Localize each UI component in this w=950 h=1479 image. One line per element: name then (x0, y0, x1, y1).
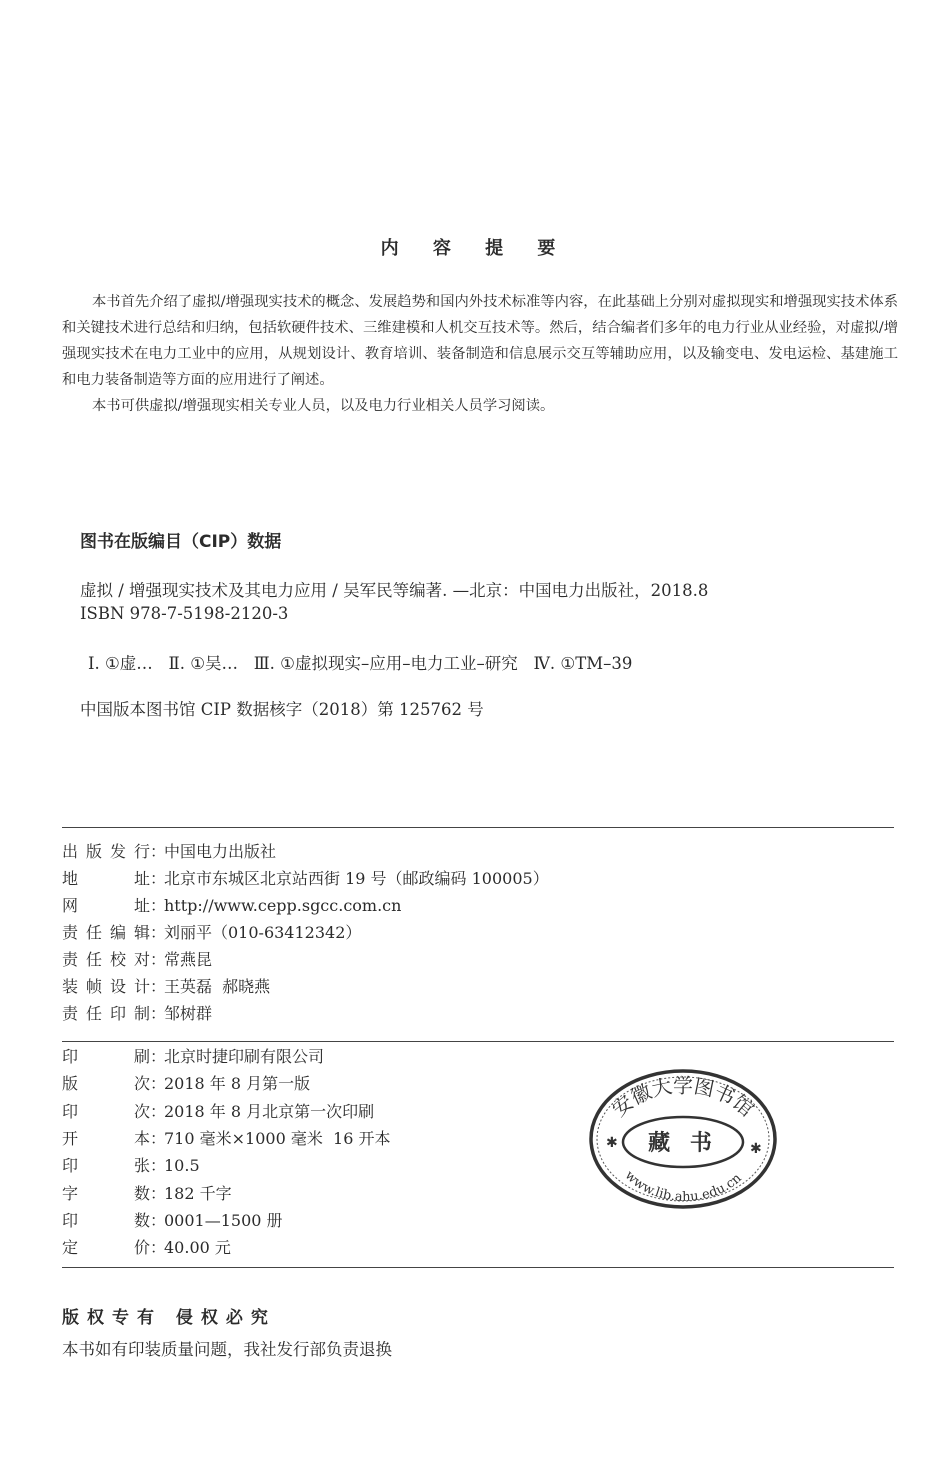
stamp-right-star-icon: ✱ (750, 1141, 762, 1157)
info-row (62, 1099, 374, 1125)
info-colon: ： (150, 869, 167, 888)
cip-title-line: 虚拟 / 增强现实技术及其电力应用 / 吴军民等编著. —北京：中国电力出版社，2018.8 (80, 581, 709, 600)
copyright-heading: 版权专有 侵权必究 (62, 1308, 276, 1328)
info-label: 版次 (62, 1074, 150, 1094)
info-row (62, 1126, 390, 1152)
info-value: 10.5 (164, 1156, 200, 1176)
info-label: 网址 (62, 896, 150, 915)
bottom-divider (62, 1267, 894, 1268)
info-colon: ： (150, 1128, 167, 1148)
cip-classification: Ⅰ. ①虚… Ⅱ. ①吴… Ⅲ. ①虚拟现实–应用–电力工业–研究 Ⅳ. ①TM–39 (88, 654, 633, 673)
info-colon: ： (150, 842, 167, 861)
stamp-left-star-icon: ✱ (606, 1135, 618, 1151)
info-label: 印张 (62, 1156, 150, 1176)
info-label: 开本 (62, 1128, 150, 1148)
info-value: 王英磊 郝晓燕 (164, 977, 271, 996)
info-colon: ： (150, 1156, 167, 1176)
info-row (62, 1153, 200, 1179)
info-label: 定价 (62, 1238, 150, 1258)
cip-isbn: ISBN 978-7-5198-2120-3 (80, 604, 289, 623)
info-label: 印刷 (62, 1047, 150, 1066)
summary-title: 内 容 提 要 (380, 238, 570, 259)
library-stamp (586, 1063, 780, 1211)
info-row (62, 866, 549, 892)
summary-paragraph: 本书首先介绍了虚拟/增强现实技术的概念、发展趋势和国内外技术标准等内容，在此基础上分别对虚拟现实和增强现实技术体系和关键技术进行总结和归纳，包括软硬件技术、三维建模和人机交互技术等。然后，结合编者们多年的电力行业从业经验，对虚拟/增强现实技术在电力工业中的应用，从规划设计、教育培训、装备制造和信息展示交互等辅助应用，以及输变电、发电运检、基建施工和电力装备制造等方面的应用进行了阐述。 (62, 294, 898, 388)
top-divider (62, 827, 894, 828)
info-row (62, 1208, 283, 1234)
info-label: 责任编辑 (62, 923, 150, 942)
info-value: 中国电力出版社 (164, 842, 277, 861)
info-row (62, 1181, 232, 1207)
info-value: 40.00 元 (164, 1238, 231, 1258)
info-value: 常燕昆 (164, 950, 213, 969)
info-row (62, 1235, 231, 1261)
info-label: 印次 (62, 1101, 150, 1121)
stamp-center-text: 藏 书 (648, 1130, 718, 1156)
info-row (62, 920, 361, 946)
info-row (62, 1071, 310, 1097)
info-colon: ： (150, 1074, 167, 1094)
info-colon: ： (150, 1183, 167, 1203)
info-value: 0001—1500 册 (164, 1210, 283, 1230)
middle-divider (62, 1041, 894, 1042)
info-value: 182 千字 (164, 1183, 232, 1203)
info-label: 责任校对 (62, 950, 150, 969)
cip-core-number: 中国版本图书馆 CIP 数据核字（2018）第 125762 号 (80, 700, 484, 719)
info-row (62, 1001, 212, 1027)
info-value: http://www.cepp.sgcc.com.cn (164, 896, 402, 915)
stamp-top-text: 安徽大学图书馆 (607, 1073, 759, 1122)
info-colon: ： (150, 1004, 167, 1023)
info-row (62, 974, 270, 1000)
info-label: 责任印制 (62, 1004, 150, 1023)
info-label: 字数 (62, 1183, 150, 1203)
info-colon: ： (150, 977, 167, 996)
info-value: 刘丽平（010-63412342） (164, 923, 362, 942)
info-colon: ： (150, 950, 167, 969)
info-row (62, 1044, 324, 1070)
info-label: 印数 (62, 1210, 150, 1230)
info-colon: ： (150, 896, 167, 915)
info-label: 装帧设计 (62, 977, 150, 996)
info-label: 地址 (62, 869, 150, 888)
info-colon: ： (150, 1047, 167, 1066)
info-colon: ： (150, 923, 167, 942)
info-row (62, 893, 401, 919)
stamp-bottom-text: www.lib.ahu.edu.cn (621, 1168, 745, 1205)
info-value: 2018 年 8 月第一版 (164, 1074, 311, 1094)
info-colon: ： (150, 1210, 167, 1230)
info-colon: ： (150, 1101, 167, 1121)
info-value: 北京市东城区北京站西街 19 号（邮政编码 100005） (164, 869, 549, 888)
cip-heading: 图书在版编目（CIP）数据 (80, 532, 282, 552)
info-row (62, 839, 276, 865)
info-label: 出版发行 (62, 842, 150, 861)
info-value: 邹树群 (164, 1004, 213, 1023)
info-row (62, 947, 212, 973)
info-value: 北京时捷印刷有限公司 (164, 1047, 325, 1066)
info-value: 2018 年 8 月北京第一次印刷 (164, 1101, 375, 1121)
info-colon: ： (150, 1238, 167, 1258)
info-value: 710 毫米×1000 毫米 16 开本 (164, 1128, 391, 1148)
copyright-note: 本书如有印装质量问题，我社发行部负责退换 (62, 1340, 392, 1359)
summary-paragraph: 本书可供虚拟/增强现实相关专业人员，以及电力行业相关人员学习阅读。 (92, 398, 555, 414)
summary-body (62, 289, 898, 419)
